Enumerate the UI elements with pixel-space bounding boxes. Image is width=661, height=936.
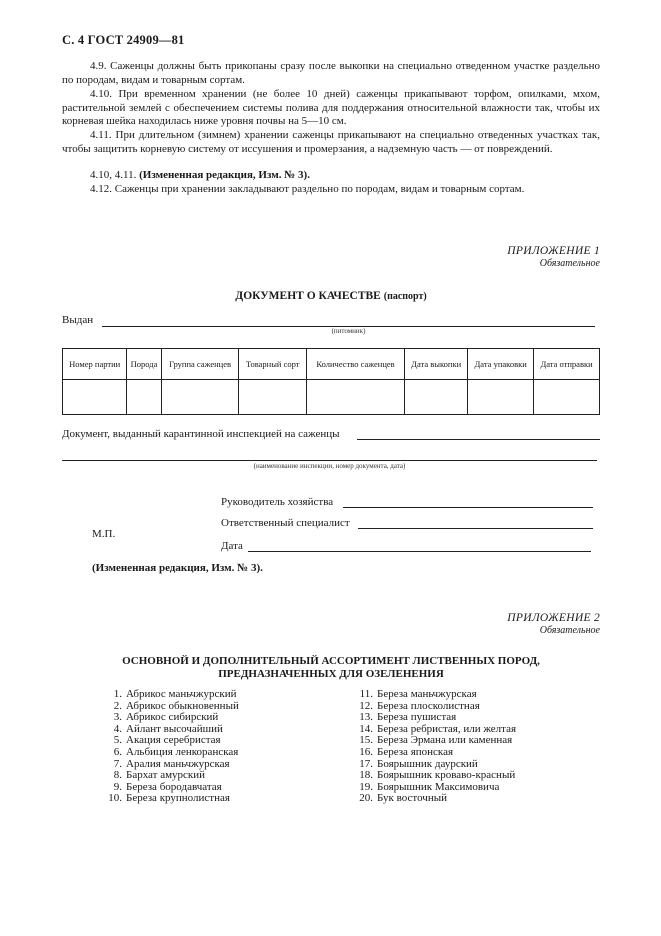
table-cell — [161, 380, 239, 415]
list-item: 14. Береза ребристая, или желтая — [359, 722, 517, 735]
list-item: 13. Береза пушистая — [359, 711, 457, 724]
quarantine-label: Документ, выданный карантинной инспекцией на саженцы — [62, 428, 340, 440]
page-header: С. 4 ГОСТ 24909—81 — [62, 33, 185, 47]
table-cell — [405, 380, 468, 415]
table-header-row — [63, 349, 600, 380]
table-header-cell: Дата выкопки — [405, 349, 468, 380]
table-header-cell: Порода — [127, 349, 161, 380]
table-cell — [468, 380, 534, 415]
table-header-cell: Дата отправки — [534, 349, 600, 380]
table-cell — [306, 380, 404, 415]
quality-passport-table — [62, 348, 600, 415]
date-line — [248, 551, 591, 552]
list-item: 12. Береза плосколистная — [359, 699, 480, 712]
quarantine-line-1 — [357, 439, 600, 440]
list-item: 3. Абрикос сибирский — [113, 711, 219, 724]
assortment-list-right — [351, 689, 516, 805]
table-cell — [63, 380, 127, 415]
list-item: 9. Береза бородавчатая — [113, 780, 222, 793]
list-item: 20. Бук восточный — [359, 792, 447, 805]
table-row — [63, 380, 600, 415]
list-item: 18. Боярышник кроваво-красный — [359, 769, 516, 782]
appendix-1-revision-note: (Измененная редакция, Изм. № 3). — [92, 562, 263, 574]
appendix-1-subtitle: Обязательное — [539, 258, 600, 269]
table-header-cell: Товарный сорт — [239, 349, 307, 380]
quality-document-title: ДОКУМЕНТ О КАЧЕСТВЕ (паспорт) — [235, 290, 427, 302]
list-item: 10. Береза крупнолистная — [108, 792, 230, 805]
issued-caption: (питомник) — [331, 327, 366, 335]
stamp-label: М.П. — [92, 528, 116, 540]
table-cell — [534, 380, 600, 415]
head-label: Руководитель хозяйства — [221, 496, 334, 508]
head-line — [343, 507, 593, 508]
list-item: 6. Альбиция ленкоранская — [113, 745, 239, 758]
appendix-2-subtitle: Обязательное — [539, 625, 600, 636]
paragraph-4-12: 4.12. Саженцы при хранении закладывают раздельно по породам, видам и товарным сортам. — [90, 183, 525, 195]
table-header-cell: Номер партии — [63, 349, 127, 380]
list-item: 16. Береза японская — [359, 745, 454, 758]
assortment-list-left — [100, 689, 239, 805]
list-item: 11. Береза маньчжурская — [359, 688, 477, 700]
list-item: 1. Абрикос маньчжурский — [113, 688, 237, 700]
specialist-label: Ответственный специалист — [221, 517, 350, 529]
table-header-cell: Количество саженцев — [306, 349, 404, 380]
table-cell — [239, 380, 307, 415]
quarantine-caption: (наименование инспекции, номер документа, дата) — [253, 462, 406, 470]
list-item: 4. Айлант высочайший — [113, 722, 223, 735]
date-label: Дата — [221, 540, 243, 552]
table-header-cell: Группа саженцев — [161, 349, 239, 380]
appendix-1-title: ПРИЛОЖЕНИЕ 1 — [507, 245, 600, 257]
list-item: 2. Абрикос обыкновенный — [113, 699, 239, 712]
issued-label: Выдан — [62, 314, 94, 326]
list-item: 15. Береза Эрмана или каменная — [359, 734, 513, 747]
table-header-cell: Дата упаковки — [468, 349, 534, 380]
list-item: 8. Бархат амурский — [113, 769, 206, 782]
list-item: 19. Боярышник Максимовича — [359, 780, 500, 793]
list-item: 7. Аралия маньчжурская — [113, 757, 230, 770]
list-item: 17. Боярышник даурский — [359, 757, 478, 770]
paragraph-4-9: 4.9. Саженцы должны быть прикопаны сразу после выкопки на специально отведенном участке раздельно по породам, видам и товарным сортам. — [62, 60, 600, 86]
paragraph-revision-4-10-4-11: 4.10, 4.11. (Измененная редакция, Изм. № 3). — [90, 169, 310, 181]
quarantine-line-2 — [62, 460, 597, 461]
assortment-heading: ОСНОВНОЙ И ДОПОЛНИТЕЛЬНЫЙ АССОРТИМЕНТ ЛИСТВЕННЫХ ПОРОД, ПРЕДНАЗНАЧЕННЫХ ДЛЯ ОЗЕЛЕНЕНИЯ — [122, 655, 540, 680]
list-item: 5. Акация серебристая — [113, 734, 221, 747]
paragraph-4-10: 4.10. При временном хранении (не более 10 дней) саженцы прикапывают торфом, опилками, мхом, растительной землей с обеспечением системы полива для поддержания относительной влажности так, чтобы их корневая шейка находилась ниже уровня почвы на 5—10 см. — [62, 88, 600, 128]
appendix-2-title: ПРИЛОЖЕНИЕ 2 — [507, 612, 600, 624]
table-cell — [127, 380, 161, 415]
specialist-line — [358, 528, 593, 529]
paragraph-4-11: 4.11. При длительном (зимнем) хранении саженцы прикапывают на специально отведенных участках так, чтобы защитить корневую систему от иссушения и промерзания, а надземную часть — от повреждений. — [62, 129, 600, 155]
